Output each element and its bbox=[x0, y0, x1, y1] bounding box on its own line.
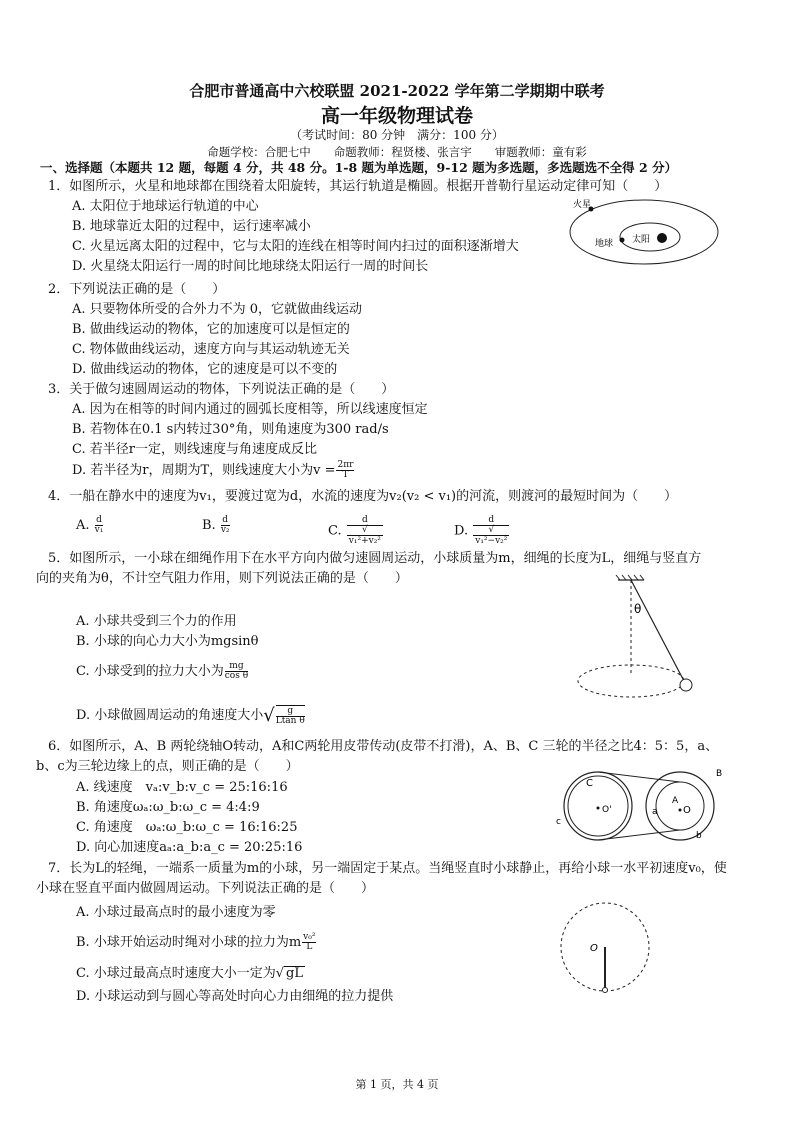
q7-fig-O: O bbox=[590, 943, 598, 954]
exam-subtitle: 高一年级物理试卷 bbox=[320, 105, 473, 127]
section-heading: 一、选择题（本题共 12 题，每题 4 分，共 48 分。1-8 题为单选题，9-12 题为多选题，多选题选不全得 2 分） bbox=[40, 160, 678, 175]
q4-a-num: d bbox=[96, 515, 102, 525]
q7-c-sqrt: gL bbox=[286, 966, 304, 981]
q5-d-fraction bbox=[276, 705, 305, 726]
q3-d-denominator: T bbox=[342, 470, 349, 480]
q7-b-den: L bbox=[306, 942, 313, 952]
q4-d-num: d bbox=[473, 516, 509, 526]
q3-option-d-text: D. 若半径为r，周期为T，则线速度大小为v = bbox=[72, 463, 336, 478]
q1-orbit-figure bbox=[565, 192, 725, 272]
q5-c-fraction bbox=[225, 662, 248, 681]
q5-option-d: D. 小球做圆周运动的角速度大小√ $\frac{g}{\text{Ltan θ}}$ bbox=[76, 705, 305, 726]
q2-option-b: B. 做曲线运动的物体，它的加速度可以是恒定的 bbox=[72, 322, 350, 337]
exam-info: （考试时间：80 分钟 满分：100 分） bbox=[290, 128, 504, 142]
q3-option-c: C. 若半径r一定，则线速度与角速度成反比 bbox=[72, 442, 317, 457]
q4-b-label: B. bbox=[202, 518, 216, 533]
q6-fig-B: B bbox=[716, 769, 723, 779]
q4-d-label: D. bbox=[454, 523, 469, 539]
q6-stem-line1: 6．如图所示，A、B 两轮绕轴O转动，A和C两轮用皮带传动(皮带不打滑)，A、B、C 三轮的半径之比4：5：5，a、 bbox=[48, 739, 719, 754]
q7-b-num: v₀² bbox=[303, 932, 316, 942]
q7-circle-figure bbox=[560, 902, 660, 997]
q1-stem: 1．如图所示，火星和地球都在围绕着太阳旋转，其运行轨道是椭圆。根据开普勒行星运动定律可知（ ） bbox=[48, 179, 668, 194]
q5-stem-line1: 5．如图所示，一小球在细绳作用下在水平方向内做匀速圆周运动，小球质量为m，细绳的长度为L，细绳与竖直方 bbox=[48, 551, 702, 566]
q3-option-a: A. 因为在相等的时间内通过的圆弧长度相等，所以线速度恒定 bbox=[72, 402, 428, 417]
q6-fig-C: C bbox=[586, 778, 593, 789]
q3-d-numerator: 2πr bbox=[337, 460, 354, 470]
q6-option-b: B. 角速度ωₐ:ω_b:ω_c = 4:4:9 bbox=[76, 800, 260, 815]
q4-c-den: v₁²+v₂² bbox=[348, 536, 381, 546]
q6-fig-O1: O' bbox=[602, 805, 612, 815]
q3-option-b: B. 若物体在0.1 s内转过30°角，则角速度为300 rad/s bbox=[72, 422, 389, 437]
q4-a-den: v₁ bbox=[94, 525, 104, 535]
q5-stem-line2: 向的夹角为θ，不计空气阻力作用，则下列说法正确的是（ ） bbox=[36, 571, 408, 586]
q5-option-a: A. 小球共受到三个力的作用 bbox=[76, 614, 237, 629]
q3-stem: 3．关于做匀速圆周运动的物体，下列说法正确的是（ ） bbox=[48, 382, 395, 397]
q7-option-a: A. 小球过最高点时的最小速度为零 bbox=[76, 905, 276, 920]
q5-d-den: Ltan θ bbox=[275, 716, 305, 726]
q6-fig-a: a bbox=[652, 807, 658, 817]
q2-option-d: D. 做曲线运动的物体，它的速度是可以不变的 bbox=[72, 362, 338, 377]
q4-option-c bbox=[328, 516, 384, 546]
q5-c-text: C. 小球受到的拉力大小为 bbox=[76, 664, 224, 679]
q4-option-a bbox=[76, 516, 104, 535]
q6-fig-O: O bbox=[683, 805, 691, 816]
q3-option-d-fraction bbox=[336, 461, 354, 480]
q7-b-text: B. 小球开始运动时绳对小球的拉力为m bbox=[76, 935, 302, 950]
q6-option-a: A. 线速度 vₐ:v_b:v_c = 25:16:16 bbox=[76, 780, 288, 795]
q1-option-c: C. 火星远离太阳的过程中，它与太阳的连线在相等时间内扫过的面积逐渐增大 bbox=[72, 239, 519, 254]
q6-option-c: C. 角速度 ωₐ:ω_b:ω_c = 16:16:25 bbox=[76, 820, 298, 835]
q2-option-a: A. 只要物体所受的合外力不为 0，它就做曲线运动 bbox=[72, 302, 363, 317]
q5-option-b: B. 小球的向心力大小为mgsinθ bbox=[76, 634, 259, 649]
q1-option-d: D. 火星绕太阳运行一周的时间比地球绕太阳运行一周的时间长 bbox=[72, 259, 429, 274]
q4-a-label: A. bbox=[76, 518, 90, 533]
q4-a-fraction bbox=[95, 516, 104, 535]
q5-fig-theta: θ bbox=[634, 602, 642, 616]
q4-d-fraction: d √ v₁²−v₂² bbox=[475, 515, 508, 546]
exam-authors: 命题学校：合肥七中 命题教师：程贤楼、张言宇 审题教师：童有彩 bbox=[207, 145, 587, 159]
q6-fig-A: A bbox=[672, 796, 679, 806]
q6-stem-line2: b、c为三轮边缘上的点，则正确的是（ ） bbox=[36, 759, 299, 774]
q1-option-b: B. 地球靠近太阳的过程中，运行速率减小 bbox=[72, 219, 311, 234]
q4-b-num: d bbox=[222, 515, 229, 525]
q5-d-text: D. 小球做圆周运动的角速度大小 bbox=[76, 708, 264, 723]
q7-stem-line1: 7．长为L的轻绳，一端系一质量为m的小球，另一端固定于某点。当绳竖直时小球静止，再给小球一水平初速度v₀，使 bbox=[48, 861, 727, 876]
q7-option-b bbox=[76, 933, 317, 952]
exam-title: 合肥市普通高中六校联盟 2021-2022 学年第二学期期中联考 bbox=[189, 82, 605, 100]
q1-option-a: A. 太阳位于地球运行轨道的中心 bbox=[72, 199, 259, 214]
q4-option-b bbox=[202, 516, 231, 535]
q6-option-d: D. 向心加速度aₐ:a_b:a_c = 20:25:16 bbox=[76, 840, 303, 855]
q1-fig-mars-label: 火星 bbox=[573, 200, 592, 210]
q4-c-label: C. bbox=[328, 523, 342, 539]
q5-pendulum-figure bbox=[578, 575, 718, 715]
q4-b-fraction bbox=[221, 516, 230, 535]
q1-fig-sun-label: 太阳 bbox=[632, 235, 651, 245]
q2-stem: 2．下列说法正确的是（ ） bbox=[48, 282, 226, 297]
q7-c-text: C. 小球过最高点时速度大小一定为 bbox=[76, 966, 276, 981]
q5-c-num: mg bbox=[225, 662, 248, 672]
q4-d-den: v₁²−v₂² bbox=[475, 536, 508, 546]
q5-option-c bbox=[76, 662, 249, 681]
q4-option-d bbox=[454, 516, 510, 546]
q7-stem-line2: 小球在竖直平面内做圆周运动。下列说法正确的是（ ） bbox=[36, 881, 375, 896]
q6-fig-c: c bbox=[556, 817, 561, 827]
q7-option-c: C. 小球过最高点时速度大小一定为√ gL bbox=[76, 966, 304, 981]
q2-option-c: C. 物体做曲线运动，速度方向与其运动轨迹无关 bbox=[72, 342, 350, 357]
page-footer: 第 1 页，共 4 页 bbox=[355, 1078, 439, 1091]
q4-c-fraction: d √ v₁²+v₂² bbox=[348, 515, 381, 546]
q6-fig-b: b bbox=[696, 831, 702, 841]
q4-b-den: v₂ bbox=[220, 525, 230, 535]
q6-wheels-figure bbox=[556, 768, 726, 843]
q5-d-num: g bbox=[276, 707, 305, 717]
q4-stem: 4．一船在静水中的速度为v₁，要渡过宽为d，水流的速度为v₂(v₂ < v₁)的河流，则渡河的最短时间为（ ） bbox=[48, 489, 678, 504]
q7-option-d: D. 小球运动到与圆心等高处时向心力由细绳的拉力提供 bbox=[76, 989, 394, 1004]
q4-c-num: d bbox=[347, 516, 383, 526]
q1-fig-earth-label: 地球 bbox=[595, 239, 614, 249]
q5-c-den: cos θ bbox=[224, 671, 249, 681]
q7-b-fraction bbox=[302, 933, 316, 952]
q3-option-d bbox=[72, 461, 355, 480]
